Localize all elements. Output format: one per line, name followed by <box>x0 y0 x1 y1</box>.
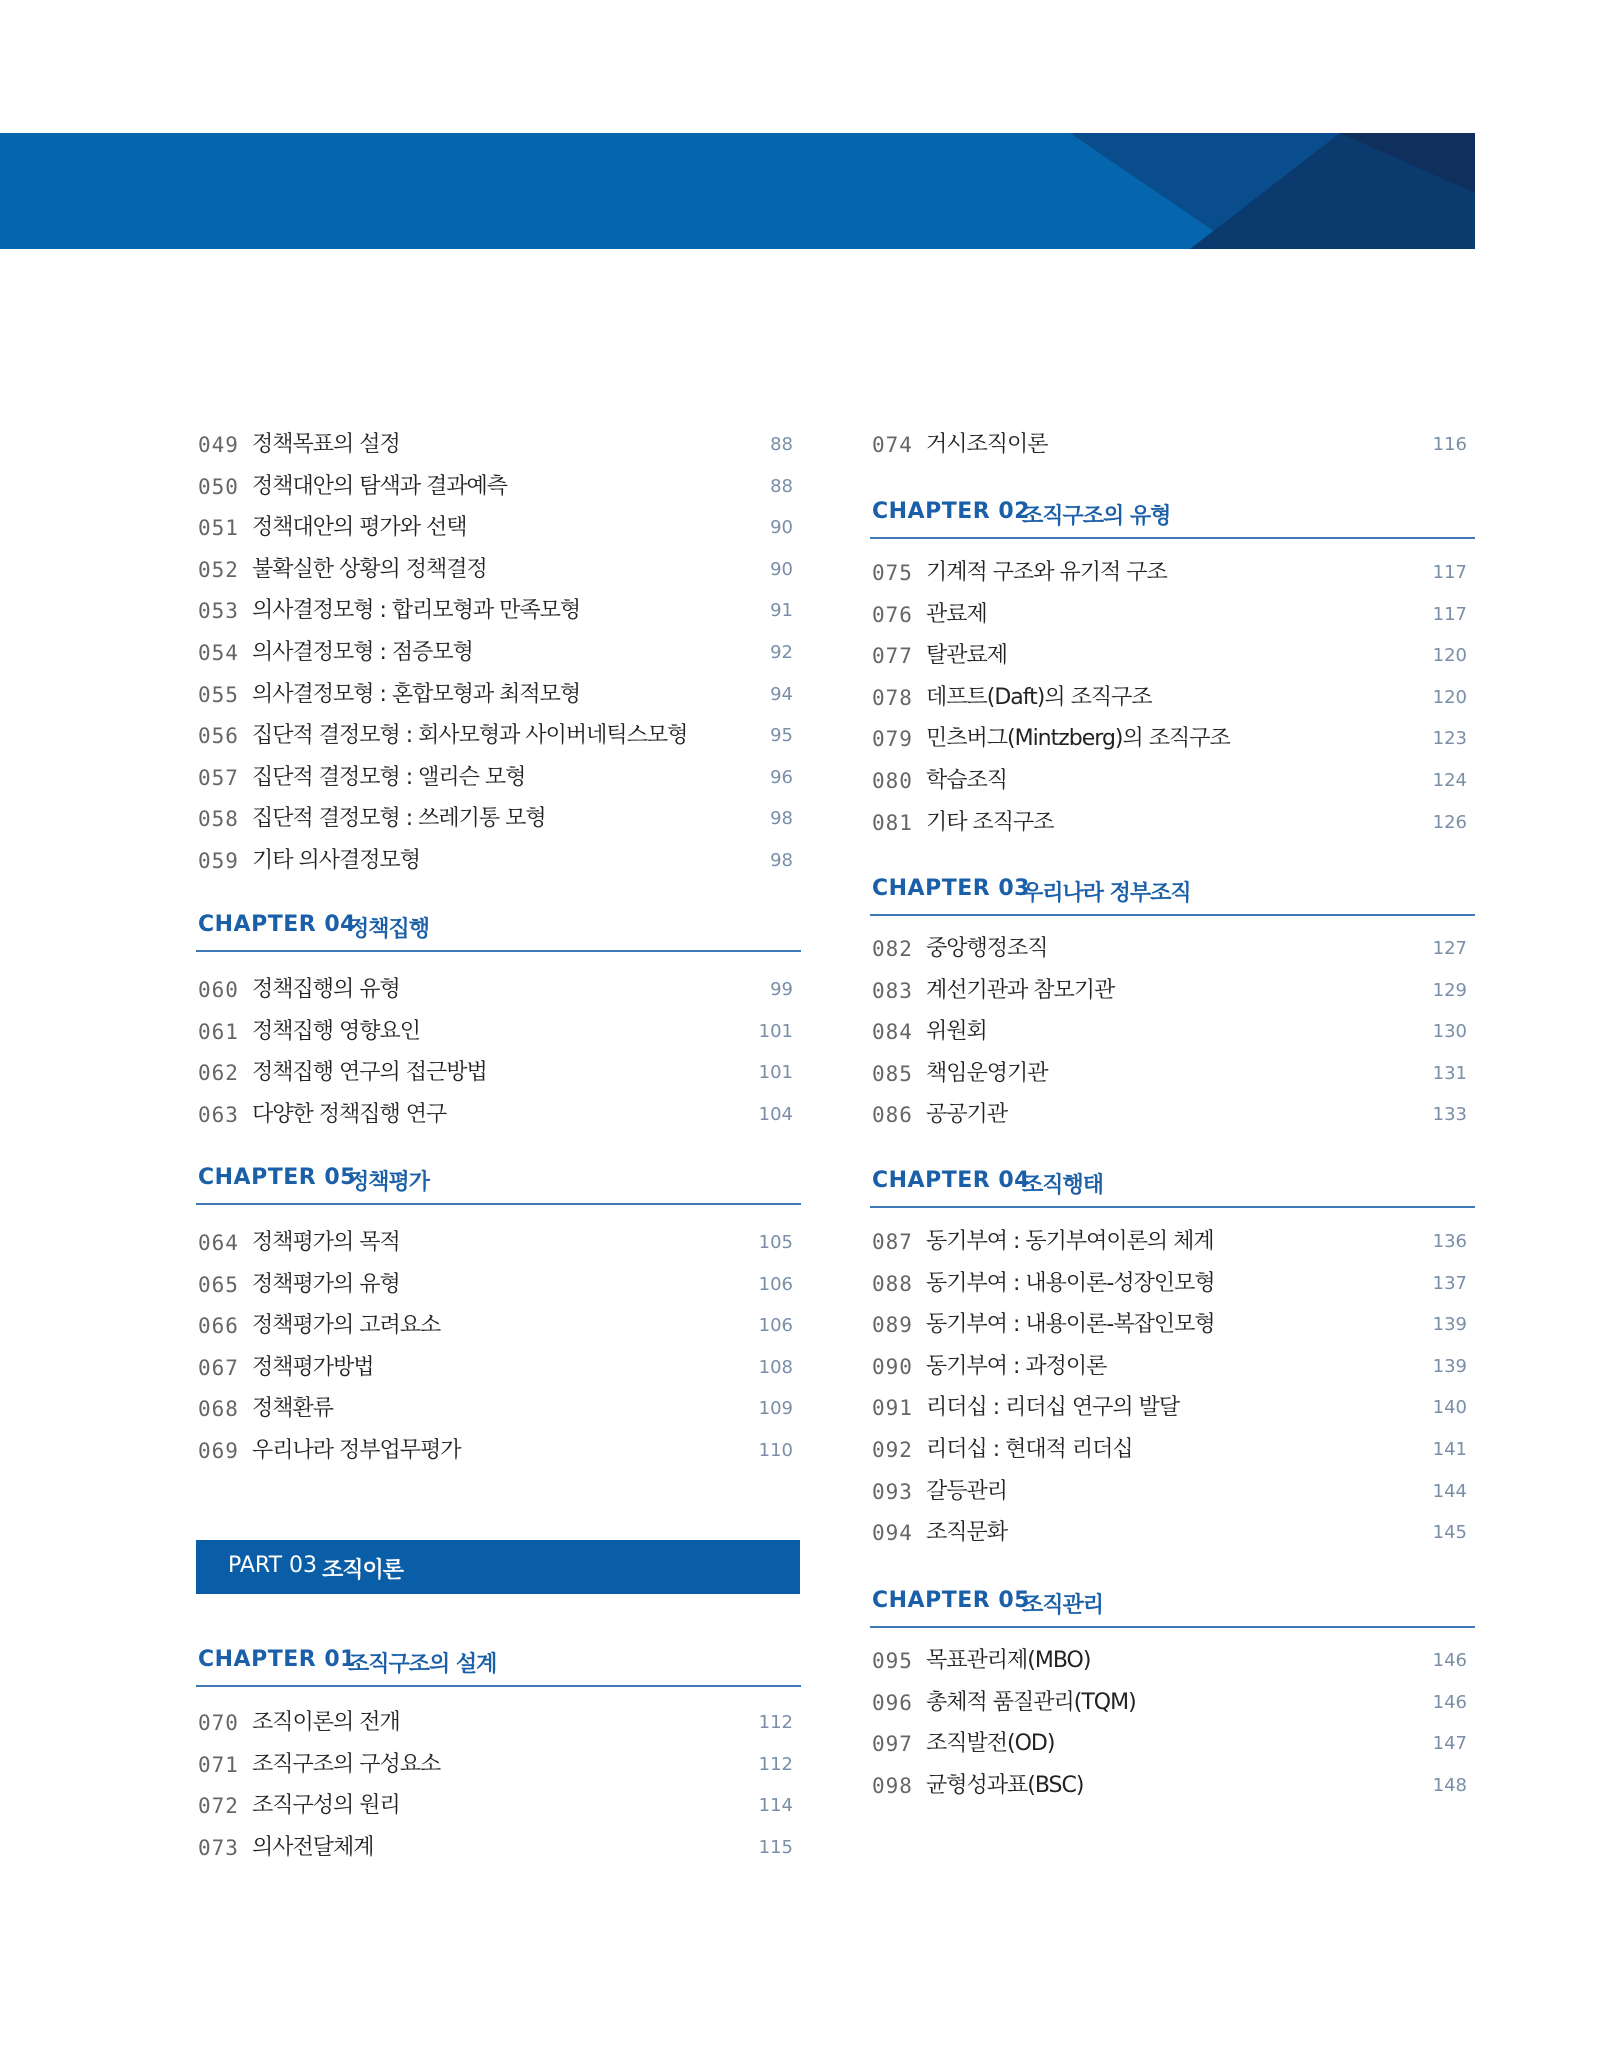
entry-page-number: 116 <box>1432 434 1467 455</box>
entry-page-number: 112 <box>758 1712 793 1733</box>
entry-title: 위원회 <box>926 1019 987 1045</box>
entry-number: 098 <box>872 1773 913 1798</box>
entry-number: 089 <box>872 1313 913 1338</box>
chapter-heading[interactable] <box>870 870 1475 916</box>
chapter-label: CHAPTER 01 <box>198 1647 356 1672</box>
entry-title: 정책목표의 설정 <box>252 432 400 457</box>
toc-entry[interactable] <box>196 1053 801 1093</box>
entry-page-number: 105 <box>758 1232 793 1253</box>
toc-entry[interactable] <box>196 508 801 548</box>
entry-page-number: 115 <box>758 1836 793 1858</box>
chapter-label: CHAPTER 05 <box>872 1588 1030 1613</box>
entry-number: 075 <box>872 561 913 585</box>
entry-page-number: 101 <box>758 1062 793 1084</box>
toc-entry[interactable] <box>196 1012 801 1052</box>
entry-title: 동기부여 : 과정이론 <box>926 1353 1107 1379</box>
toc-entry[interactable] <box>870 636 1475 676</box>
chapter-label: CHAPTER 05 <box>198 1165 356 1190</box>
entry-page-number: 126 <box>1432 811 1467 833</box>
entry-title: 정책평가의 유형 <box>252 1271 400 1297</box>
entry-page-number: 120 <box>1432 686 1467 708</box>
entry-page-number: 95 <box>770 725 793 747</box>
part-title: 조직이론 <box>322 1558 404 1583</box>
toc-entry[interactable] <box>870 719 1475 759</box>
entry-number: 056 <box>198 724 239 749</box>
toc-entry[interactable] <box>870 1513 1475 1553</box>
entry-number: 083 <box>872 978 913 1003</box>
part-heading-bar[interactable] <box>196 1540 800 1594</box>
toc-entry[interactable] <box>870 929 1475 969</box>
entry-page-number: 117 <box>1432 603 1467 625</box>
entry-page-number: 91 <box>770 600 793 622</box>
toc-entry[interactable] <box>870 1222 1475 1262</box>
entry-number: 082 <box>872 937 913 961</box>
chapter-heading[interactable] <box>196 1159 801 1205</box>
entry-title: 관료제 <box>926 601 987 627</box>
toc-entry[interactable] <box>870 1388 1475 1428</box>
toc-entry[interactable] <box>196 799 801 839</box>
entry-title: 조직구조의 구성요소 <box>252 1751 441 1777</box>
toc-entry[interactable] <box>196 633 801 673</box>
toc-entry[interactable] <box>870 971 1475 1011</box>
entry-page-number: 104 <box>758 1103 793 1125</box>
entry-page-number: 98 <box>770 808 793 830</box>
toc-entry[interactable] <box>870 1095 1475 1135</box>
chapter-title: 정책집행 <box>348 917 430 942</box>
toc-entry[interactable] <box>870 1472 1475 1512</box>
entry-title: 정책집행 영향요인 <box>252 1018 421 1044</box>
entry-page-number: 147 <box>1432 1733 1467 1755</box>
toc-entry[interactable] <box>196 758 801 798</box>
entry-number: 084 <box>872 1020 913 1045</box>
entry-number: 093 <box>872 1479 913 1504</box>
entry-page-number: 145 <box>1432 1522 1467 1544</box>
entry-title: 정책집행 연구의 접근방법 <box>252 1060 487 1086</box>
entry-page-number: 130 <box>1432 1021 1467 1043</box>
entry-page-number: 139 <box>1432 1355 1467 1377</box>
entry-page-number: 106 <box>758 1315 793 1337</box>
entry-number: 061 <box>198 1019 239 1044</box>
entry-number: 073 <box>198 1835 239 1860</box>
toc-entry[interactable] <box>196 1389 801 1429</box>
toc-entry[interactable] <box>196 1703 801 1743</box>
entry-title: 조직구성의 원리 <box>252 1793 400 1819</box>
entry-title: 중앙행정조직 <box>926 936 1048 961</box>
entry-number: 097 <box>872 1732 913 1757</box>
toc-entry[interactable] <box>870 1430 1475 1470</box>
entry-title: 학습조직 <box>926 768 1008 793</box>
entry-page-number: 136 <box>1432 1231 1467 1252</box>
entry-title: 계선기관과 참모기관 <box>926 977 1115 1003</box>
entry-number: 096 <box>872 1690 913 1715</box>
entry-title: 동기부여 : 내용이론-성장인모형 <box>926 1270 1215 1296</box>
chapter-label: CHAPTER 04 <box>872 1168 1030 1193</box>
entry-title: 기타 조직구조 <box>926 809 1054 835</box>
entry-number: 081 <box>872 810 913 835</box>
entry-number: 072 <box>198 1794 239 1819</box>
entry-page-number: 114 <box>758 1795 793 1817</box>
toc-entry[interactable] <box>870 425 1475 465</box>
chapter-title: 조직행태 <box>1022 1173 1104 1198</box>
toc-entry[interactable] <box>870 1347 1475 1387</box>
toc-entry[interactable] <box>196 1306 801 1346</box>
toc-entry[interactable] <box>870 1264 1475 1304</box>
chapter-label: CHAPTER 03 <box>872 876 1030 901</box>
entry-title: 갈등관리 <box>926 1478 1008 1504</box>
entry-number: 067 <box>198 1355 239 1380</box>
entry-page-number: 94 <box>770 683 793 705</box>
entry-title: 정책평가의 고려요소 <box>252 1313 441 1339</box>
toc-entry[interactable] <box>196 970 801 1010</box>
chapter-heading[interactable] <box>870 493 1475 539</box>
entry-page-number: 124 <box>1432 770 1467 791</box>
entry-number: 062 <box>198 1061 239 1086</box>
entry-page-number: 144 <box>1432 1480 1467 1502</box>
entry-page-number: 123 <box>1432 728 1467 750</box>
entry-title: 데프트(Daft)의 조직구조 <box>926 684 1152 710</box>
entry-page-number: 146 <box>1432 1650 1467 1671</box>
entry-number: 071 <box>198 1752 239 1777</box>
entry-number: 076 <box>872 602 913 627</box>
entry-title: 정책평가방법 <box>252 1354 374 1380</box>
entry-number: 050 <box>198 474 239 499</box>
entry-page-number: 96 <box>770 766 793 788</box>
entry-title: 의사결정모형 : 합리모형과 만족모형 <box>252 598 581 624</box>
toc-entry[interactable] <box>196 1828 801 1868</box>
chapter-label: CHAPTER 04 <box>198 912 356 937</box>
banner-graphic <box>0 133 1475 249</box>
entry-page-number: 88 <box>770 434 793 455</box>
entry-page-number: 99 <box>770 979 793 1000</box>
entry-number: 078 <box>872 685 913 710</box>
entry-title: 집단적 결정모형 : 회사모형과 사이버네틱스모형 <box>252 723 688 749</box>
entry-page-number: 88 <box>770 475 793 497</box>
entry-page-number: 131 <box>1432 1062 1467 1084</box>
entry-page-number: 139 <box>1432 1314 1467 1336</box>
entry-page-number: 133 <box>1432 1104 1467 1126</box>
toc-entry[interactable] <box>196 716 801 756</box>
entry-number: 095 <box>872 1649 913 1673</box>
entry-number: 055 <box>198 682 239 707</box>
entry-number: 087 <box>872 1230 913 1254</box>
entry-number: 058 <box>198 807 239 832</box>
entry-number: 080 <box>872 769 913 793</box>
chapter-title: 조직관리 <box>1022 1593 1104 1618</box>
entry-page-number: 120 <box>1432 645 1467 667</box>
entry-title: 책임운영기관 <box>926 1060 1048 1086</box>
entry-title: 공공기관 <box>926 1102 1008 1128</box>
entry-number: 074 <box>872 433 913 457</box>
entry-page-number: 90 <box>770 558 793 580</box>
entry-number: 066 <box>198 1314 239 1339</box>
entry-title: 집단적 결정모형 : 앨리슨 모형 <box>252 764 526 790</box>
toc-entry[interactable] <box>870 1724 1475 1764</box>
entry-page-number: 148 <box>1432 1774 1467 1796</box>
entry-title: 거시조직이론 <box>926 432 1048 457</box>
entry-page-number: 137 <box>1432 1272 1467 1294</box>
entry-number: 069 <box>198 1439 239 1463</box>
entry-page-number: 98 <box>770 850 793 871</box>
chapter-title: 조직구조의 유형 <box>1022 504 1171 529</box>
toc-entry[interactable] <box>196 1786 801 1826</box>
header-banner <box>0 133 1475 249</box>
entry-number: 049 <box>198 433 239 457</box>
entry-title: 리더십 : 현대적 리더십 <box>926 1437 1133 1462</box>
chapter-heading[interactable] <box>870 1582 1475 1628</box>
entry-number: 091 <box>872 1396 913 1421</box>
entry-title: 불확실한 상황의 정책결정 <box>252 556 487 582</box>
toc-entry[interactable] <box>870 761 1475 801</box>
part-label: PART 03 <box>228 1553 318 1578</box>
toc-entry[interactable] <box>870 1305 1475 1345</box>
entry-number: 090 <box>872 1354 913 1379</box>
entry-title: 우리나라 정부업무평가 <box>252 1438 461 1463</box>
entry-title: 의사결정모형 : 혼합모형과 최적모형 <box>252 681 581 707</box>
entry-number: 086 <box>872 1103 913 1128</box>
entry-title: 다양한 정책집행 연구 <box>252 1101 447 1127</box>
entry-page-number: 108 <box>758 1356 793 1378</box>
entry-page-number: 112 <box>758 1753 793 1775</box>
toc-entry[interactable] <box>196 1431 801 1471</box>
chapter-heading[interactable] <box>196 1641 801 1687</box>
entry-title: 정책대안의 평가와 선택 <box>252 515 467 541</box>
toc-entry[interactable] <box>870 803 1475 843</box>
entry-title: 목표관리제(MBO) <box>926 1648 1091 1673</box>
entry-number: 092 <box>872 1438 913 1462</box>
chapter-heading[interactable] <box>196 906 801 952</box>
chapter-label: CHAPTER 02 <box>872 499 1030 524</box>
entry-page-number: 90 <box>770 517 793 539</box>
entry-page-number: 106 <box>758 1273 793 1295</box>
chapter-title: 우리나라 정부조직 <box>1022 881 1191 906</box>
toc-entry[interactable] <box>196 467 801 507</box>
entry-number: 054 <box>198 641 239 665</box>
chapter-title: 조직구조의 설계 <box>348 1652 497 1677</box>
entry-number: 063 <box>198 1102 239 1127</box>
entry-title: 탈관료제 <box>926 643 1008 669</box>
entry-page-number: 146 <box>1432 1691 1467 1713</box>
entry-page-number: 127 <box>1432 938 1467 959</box>
entry-title: 정책대안의 탐색과 결과예측 <box>252 473 508 499</box>
entry-page-number: 101 <box>758 1020 793 1042</box>
toc-entry[interactable] <box>870 1766 1475 1806</box>
entry-number: 064 <box>198 1231 239 1255</box>
entry-number: 059 <box>198 849 239 873</box>
entry-number: 053 <box>198 599 239 624</box>
entry-title: 집단적 결정모형 : 쓰레기통 모형 <box>252 806 546 832</box>
entry-page-number: 109 <box>758 1398 793 1420</box>
entry-title: 의사전달체계 <box>252 1834 374 1860</box>
entry-number: 052 <box>198 557 239 582</box>
entry-title: 총체적 품질관리(TQM) <box>926 1689 1136 1715</box>
entry-title: 기계적 구조와 유기적 구조 <box>926 560 1167 585</box>
entry-title: 조직문화 <box>926 1520 1008 1546</box>
toc-entry[interactable] <box>196 1348 801 1388</box>
toc-entry[interactable] <box>870 1641 1475 1681</box>
entry-number: 060 <box>198 978 239 1002</box>
entry-page-number: 92 <box>770 642 793 663</box>
entry-title: 정책평가의 목적 <box>252 1230 400 1255</box>
entry-number: 065 <box>198 1272 239 1297</box>
entry-title: 리더십 : 리더십 연구의 발달 <box>926 1395 1180 1421</box>
entry-title: 조직발전(OD) <box>926 1731 1055 1757</box>
toc-entry[interactable] <box>870 678 1475 718</box>
entry-title: 동기부여 : 내용이론-복잡인모형 <box>926 1312 1215 1338</box>
toc-entry[interactable] <box>870 1054 1475 1094</box>
entry-number: 051 <box>198 516 239 541</box>
entry-title: 민츠버그(Mintzberg)의 조직구조 <box>926 726 1230 752</box>
entry-number: 077 <box>872 644 913 669</box>
chapter-title: 정책평가 <box>348 1170 430 1195</box>
toc-entry[interactable] <box>870 553 1475 593</box>
entry-page-number: 129 <box>1432 979 1467 1001</box>
toc-entry[interactable] <box>870 1683 1475 1723</box>
entry-number: 094 <box>872 1521 913 1546</box>
entry-number: 068 <box>198 1397 239 1422</box>
entry-number: 070 <box>198 1711 239 1735</box>
toc-entry[interactable] <box>196 425 801 465</box>
entry-title: 의사결정모형 : 점증모형 <box>252 640 473 665</box>
entry-title: 정책집행의 유형 <box>252 977 400 1002</box>
toc-entry[interactable] <box>870 595 1475 635</box>
toc-entry[interactable] <box>196 1745 801 1785</box>
toc-entry[interactable] <box>196 675 801 715</box>
toc-entry[interactable] <box>196 550 801 590</box>
entry-number: 085 <box>872 1061 913 1086</box>
toc-entry[interactable] <box>196 1095 801 1135</box>
toc-entry[interactable] <box>196 1223 801 1263</box>
entry-page-number: 141 <box>1432 1439 1467 1460</box>
entry-number: 057 <box>198 765 239 790</box>
entry-page-number: 140 <box>1432 1397 1467 1419</box>
chapter-heading[interactable] <box>870 1162 1475 1208</box>
entry-title: 조직이론의 전개 <box>252 1710 400 1735</box>
entry-number: 088 <box>872 1271 913 1296</box>
toc-entry[interactable] <box>870 1012 1475 1052</box>
entry-page-number: 117 <box>1432 562 1467 583</box>
entry-title: 정책환류 <box>252 1396 334 1422</box>
entry-page-number: 110 <box>758 1440 793 1461</box>
entry-title: 동기부여 : 동기부여이론의 체계 <box>926 1229 1214 1254</box>
entry-number: 079 <box>872 727 913 752</box>
entry-title: 균형성과표(BSC) <box>926 1772 1084 1798</box>
toc-entry[interactable] <box>196 1265 801 1305</box>
toc-entry[interactable] <box>196 591 801 631</box>
entry-title: 기타 의사결정모형 <box>252 848 421 873</box>
toc-entry[interactable] <box>196 841 801 881</box>
